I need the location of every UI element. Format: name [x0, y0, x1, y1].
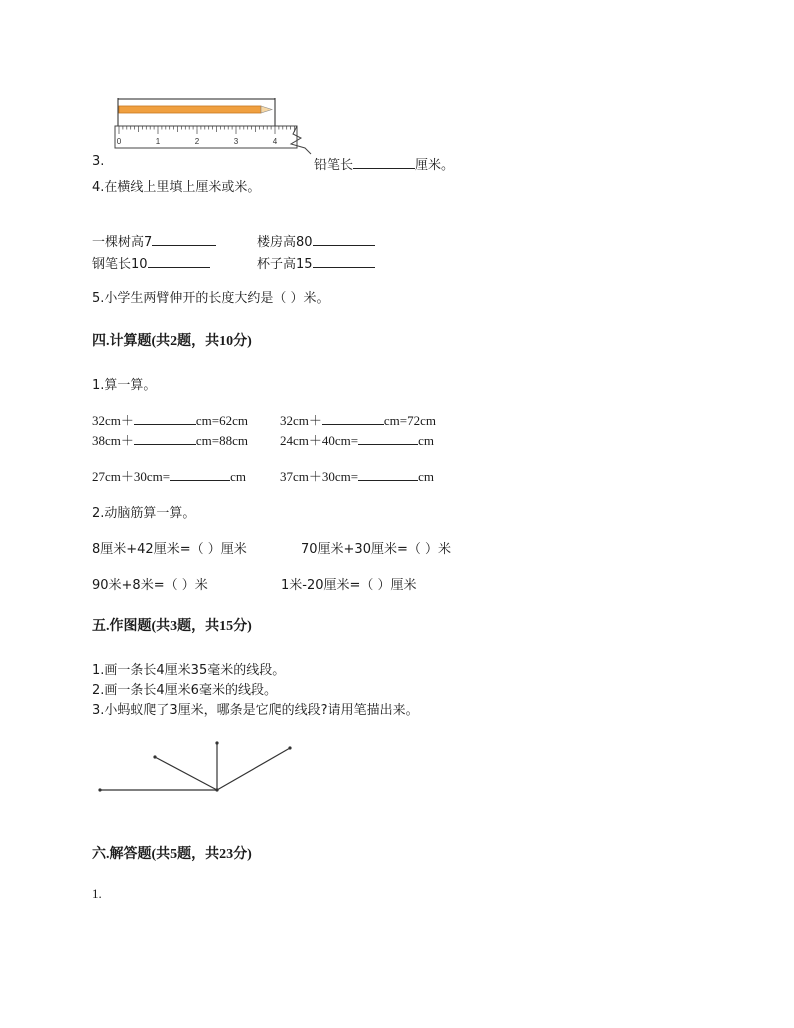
calc-blank[interactable] [134, 412, 196, 425]
calc-row [92, 466, 246, 485]
q3-caption-before: 铅笔长 [314, 158, 354, 173]
calc-row [92, 410, 248, 429]
segment-right[interactable] [217, 748, 290, 790]
unit-calc-row: 1米-20厘米=（ ）厘米 [281, 578, 417, 593]
calc-left: 32cm＋ [280, 413, 322, 428]
calc-left: 24cm＋40cm= [280, 433, 359, 448]
s6-q1: 1. [92, 886, 102, 901]
calc-blank[interactable] [358, 468, 418, 481]
calc-right: cm [230, 469, 246, 484]
building-height-blank[interactable] [313, 233, 375, 246]
ruler-tick-label: 2 [194, 137, 200, 146]
calc-blank[interactable] [358, 432, 418, 445]
unit-calc-row: 8厘米+42厘米=（ ）厘米 [92, 542, 247, 557]
q4-label-pen: 钢笔长10 [92, 257, 148, 272]
q4-item-building [257, 231, 375, 250]
tree-height-blank[interactable] [152, 233, 216, 246]
calc-row [92, 430, 248, 449]
calc-right: cm [418, 433, 434, 448]
ruler-tick-label: 0 [116, 137, 122, 146]
calc-left: 27cm＋30cm= [92, 469, 171, 484]
calc-right: cm=72cm [383, 413, 436, 428]
s4-q2-prompt: 2.动脑筋算一算。 [92, 506, 196, 521]
q3-caption [314, 154, 454, 173]
ruler-tick-label: 3 [233, 137, 239, 146]
calc-left: 38cm＋ [92, 433, 134, 448]
calc-right: cm=88cm [195, 433, 248, 448]
unit-calc-row: 90米+8米=（ ）米 [92, 578, 208, 593]
q3-number: 3. [92, 154, 105, 169]
q4-label-tree: 一棵树高7 [92, 235, 153, 250]
pencil-length-blank[interactable] [353, 156, 415, 169]
calc-left: 37cm＋30cm= [280, 469, 359, 484]
ruler-tick-label: 4 [272, 137, 278, 146]
q3-caption-after: 厘米。 [415, 158, 455, 173]
section6-title: 六.解答题(共5题，共23分) [92, 847, 252, 862]
section4-title: 四.计算题(共2题，共10分) [92, 334, 252, 349]
section5-title: 五.作图题(共3题，共15分) [92, 619, 252, 634]
s5-q1: 1.画一条长4厘米35毫米的线段。 [92, 663, 286, 678]
q4-item-pen [92, 253, 210, 272]
pen-length-blank[interactable] [148, 255, 210, 268]
calc-right: cm=62cm [195, 413, 248, 428]
q4-prompt: 4.在横线上里填上厘米或米。 [92, 180, 261, 195]
pencil-tip [261, 106, 272, 113]
q4-item-tree [92, 231, 216, 250]
ruler-tick-label: 1 [155, 137, 161, 146]
pencil-ruler-figure [105, 96, 315, 164]
pencil-body [119, 106, 261, 113]
q4-item-cup [257, 253, 375, 272]
unit-calc-row: 70厘米+30厘米=（ ）米 [301, 542, 452, 557]
q4-label-cup: 杯子高15 [257, 257, 313, 272]
s4-q1-prompt: 1.算一算。 [92, 378, 157, 393]
calc-row [280, 410, 436, 429]
calc-left: 32cm＋ [92, 413, 134, 428]
q5-prompt: 5.小学生两臂伸开的长度大约是（ ）米。 [92, 291, 330, 306]
calc-row [280, 430, 434, 449]
q4-label-building: 楼房高80 [257, 235, 313, 250]
s5-q3: 3.小蚂蚁爬了3厘米，哪条是它爬的线段?请用笔描出来。 [92, 703, 419, 718]
calc-row [280, 466, 434, 485]
s5-q2: 2.画一条长4厘米6毫米的线段。 [92, 683, 277, 698]
calc-blank[interactable] [134, 432, 196, 445]
ant-line-segments-figure [95, 735, 310, 810]
calc-right: cm [418, 469, 434, 484]
segment-upper-left[interactable] [155, 757, 217, 790]
calc-blank[interactable] [170, 468, 230, 481]
calc-blank[interactable] [322, 412, 384, 425]
cup-height-blank[interactable] [313, 255, 375, 268]
